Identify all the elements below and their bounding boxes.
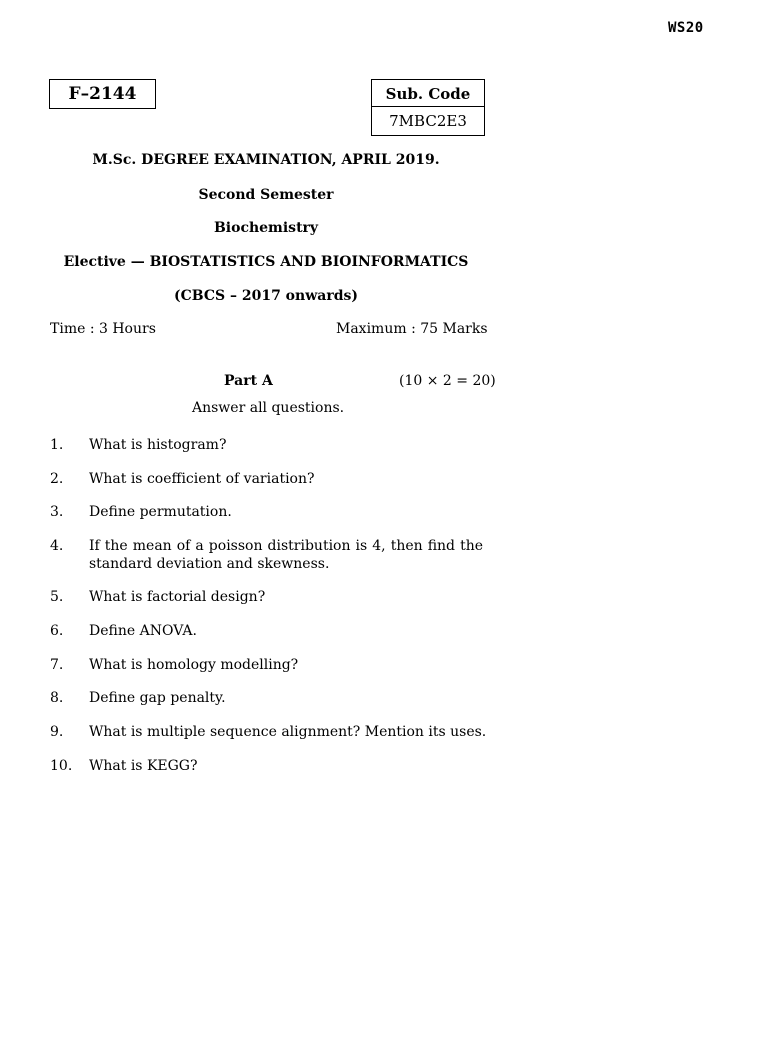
question-text: Define ANOVA. (89, 623, 197, 639)
sub-code-box (371, 79, 485, 136)
elective-title: Elective — BIOSTATISTICS AND BIOINFORMATICS (63, 254, 469, 270)
semester: Second Semester (198, 187, 334, 203)
part-a-title: Part A (224, 373, 273, 389)
question-number: 2. (50, 471, 64, 487)
ws-code: WS20 (668, 20, 704, 36)
question-text: What is factorial design? (89, 589, 266, 605)
sub-code-value: 7MBC2E3 (389, 112, 467, 130)
question-text: What is coefficient of variation? (89, 471, 315, 487)
paper-code-box: F–2144 (49, 79, 156, 109)
scheme: (CBCS – 2017 onwards) (173, 288, 358, 304)
question-number: 4. (50, 538, 64, 554)
question-text: If the mean of a poisson distribution is 4, then find the standard deviation and skewness. (89, 538, 483, 572)
question-text: What is homology modelling? (89, 657, 299, 673)
sub-code-label: Sub. Code (372, 80, 484, 107)
question-text: What is multiple sequence alignment? Mention its uses. (89, 724, 487, 740)
part-a-instruction: Answer all questions. (192, 400, 345, 416)
question-number: 3. (50, 504, 64, 520)
time-allowed: Time : 3 Hours (50, 321, 156, 337)
question-number: 1. (50, 437, 64, 453)
question-text: What is KEGG? (89, 758, 198, 774)
question-text: Define gap penalty. (89, 690, 226, 706)
maximum-marks: Maximum : 75 Marks (336, 321, 488, 337)
question-number: 7. (50, 657, 64, 673)
subject: Biochemistry (213, 220, 319, 236)
question-text: What is histogram? (89, 437, 227, 453)
exam-title: M.Sc. DEGREE EXAMINATION, APRIL 2019. (92, 152, 440, 168)
question-number: 5. (50, 589, 64, 605)
question-number: 6. (50, 623, 64, 639)
question-number: 9. (50, 724, 64, 740)
question-number: 10. (50, 758, 73, 774)
part-a-marks: (10 × 2 = 20) (399, 373, 496, 389)
question-number: 8. (50, 690, 64, 706)
question-text: Define permutation. (89, 504, 232, 520)
